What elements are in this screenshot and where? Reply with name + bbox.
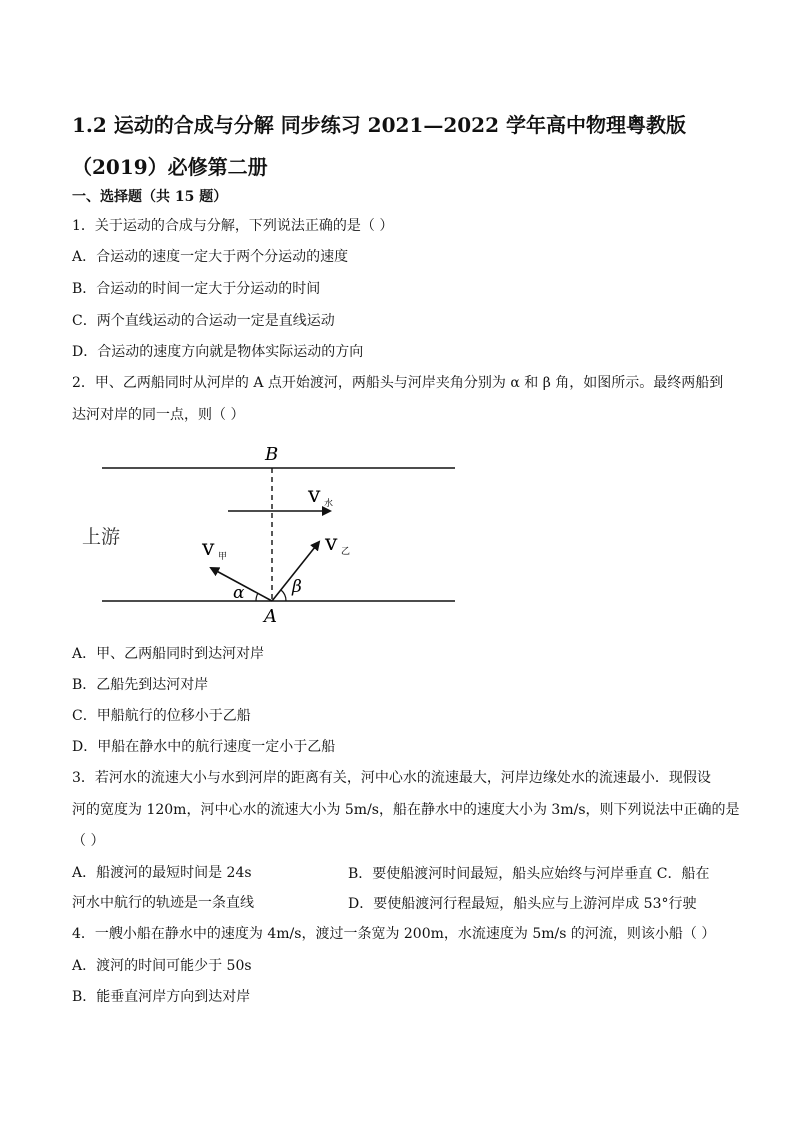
- q1-option-b: B．合运动的时间一定大于分运动的时间: [72, 281, 321, 297]
- river-crossing-figure: [80, 440, 480, 630]
- q2-option-c: C．甲船航行的位移小于乙船: [72, 708, 251, 724]
- q3-option-a: A．船渡河的最短时间是 24s: [72, 865, 252, 881]
- v-water-subscript: 水: [324, 499, 334, 509]
- q3-option-b: B．要使船渡河时间最短，船头应始终与河岸垂直 C．船在: [348, 866, 710, 882]
- v-jia-subscript: 甲: [218, 552, 228, 562]
- title-line-1: 1.2 运动的合成与分解 同步练习 2021—2022 学年高中物理粤教版: [72, 113, 686, 137]
- q1-option-c: C．两个直线运动的合运动一定是直线运动: [72, 313, 335, 329]
- q3-stem-line-2: 河的宽度为 120m，河中心水的流速大小为 5m/s，船在静水中的速度大小为 3m/s，则下列说法中正确的是: [72, 802, 740, 818]
- q1-option-d: D．合运动的速度方向就是物体实际运动的方向: [72, 344, 364, 360]
- v-jia-label: v: [202, 536, 215, 561]
- beta-label: β: [292, 577, 302, 597]
- alpha-angle-arc: [256, 593, 258, 601]
- q2-stem-line-1: 2．甲、乙两船同时从河岸的 A 点开始渡河，两船头与河岸夹角分别为 α 和 β 角，如图所示。最终两船到: [72, 375, 724, 391]
- v-water-label: v: [308, 483, 321, 508]
- document-title: [72, 104, 732, 188]
- section-heading: 一、选择题（共 15 题）: [72, 189, 228, 205]
- q1-option-a: A．合运动的速度一定大于两个分运动的速度: [72, 249, 349, 265]
- point-b-label: B: [265, 444, 279, 465]
- q3-stem-line-1: 3．若河水的流速大小与水到河岸的距离有关，河中心水的流速最大，河岸边缘处水的流速最小．现假设: [72, 770, 711, 786]
- q2-stem-line-2: 达河对岸的同一点，则（ ）: [72, 407, 245, 423]
- q3-option-c-continued: 河水中航行的轨迹是一条直线: [72, 895, 254, 911]
- q2-option-b: B．乙船先到达河对岸: [72, 677, 209, 693]
- q3-stem-line-3: （ ）: [72, 833, 105, 849]
- q4-stem: 4．一艘小船在静水中的速度为 4m/s，渡过一条宽为 200m，水流速度为 5m/s 的河流，则该小船（ ）: [72, 926, 716, 942]
- q1-stem: 1．关于运动的合成与分解，下列说法正确的是（ ）: [72, 218, 394, 234]
- beta-angle-arc: [281, 590, 286, 601]
- q2-option-d: D．甲船在静水中的航行速度一定小于乙船: [72, 739, 336, 755]
- title-line-2: （2019）必修第二册: [72, 155, 268, 179]
- q4-option-b: B．能垂直河岸方向到达对岸: [72, 989, 251, 1005]
- upstream-label: 上游: [82, 526, 121, 548]
- v-yi-label: v: [325, 531, 338, 556]
- v-yi-subscript: 乙: [341, 547, 351, 557]
- point-a-label: A: [264, 606, 277, 627]
- q4-option-a: A．渡河的时间可能少于 50s: [72, 958, 252, 974]
- alpha-label: α: [233, 583, 245, 603]
- q2-option-a: A．甲、乙两船同时到达河对岸: [72, 646, 265, 662]
- q3-option-d: D．要使船渡河行程最短，船头应与上游河岸成 53°行驶: [348, 896, 697, 912]
